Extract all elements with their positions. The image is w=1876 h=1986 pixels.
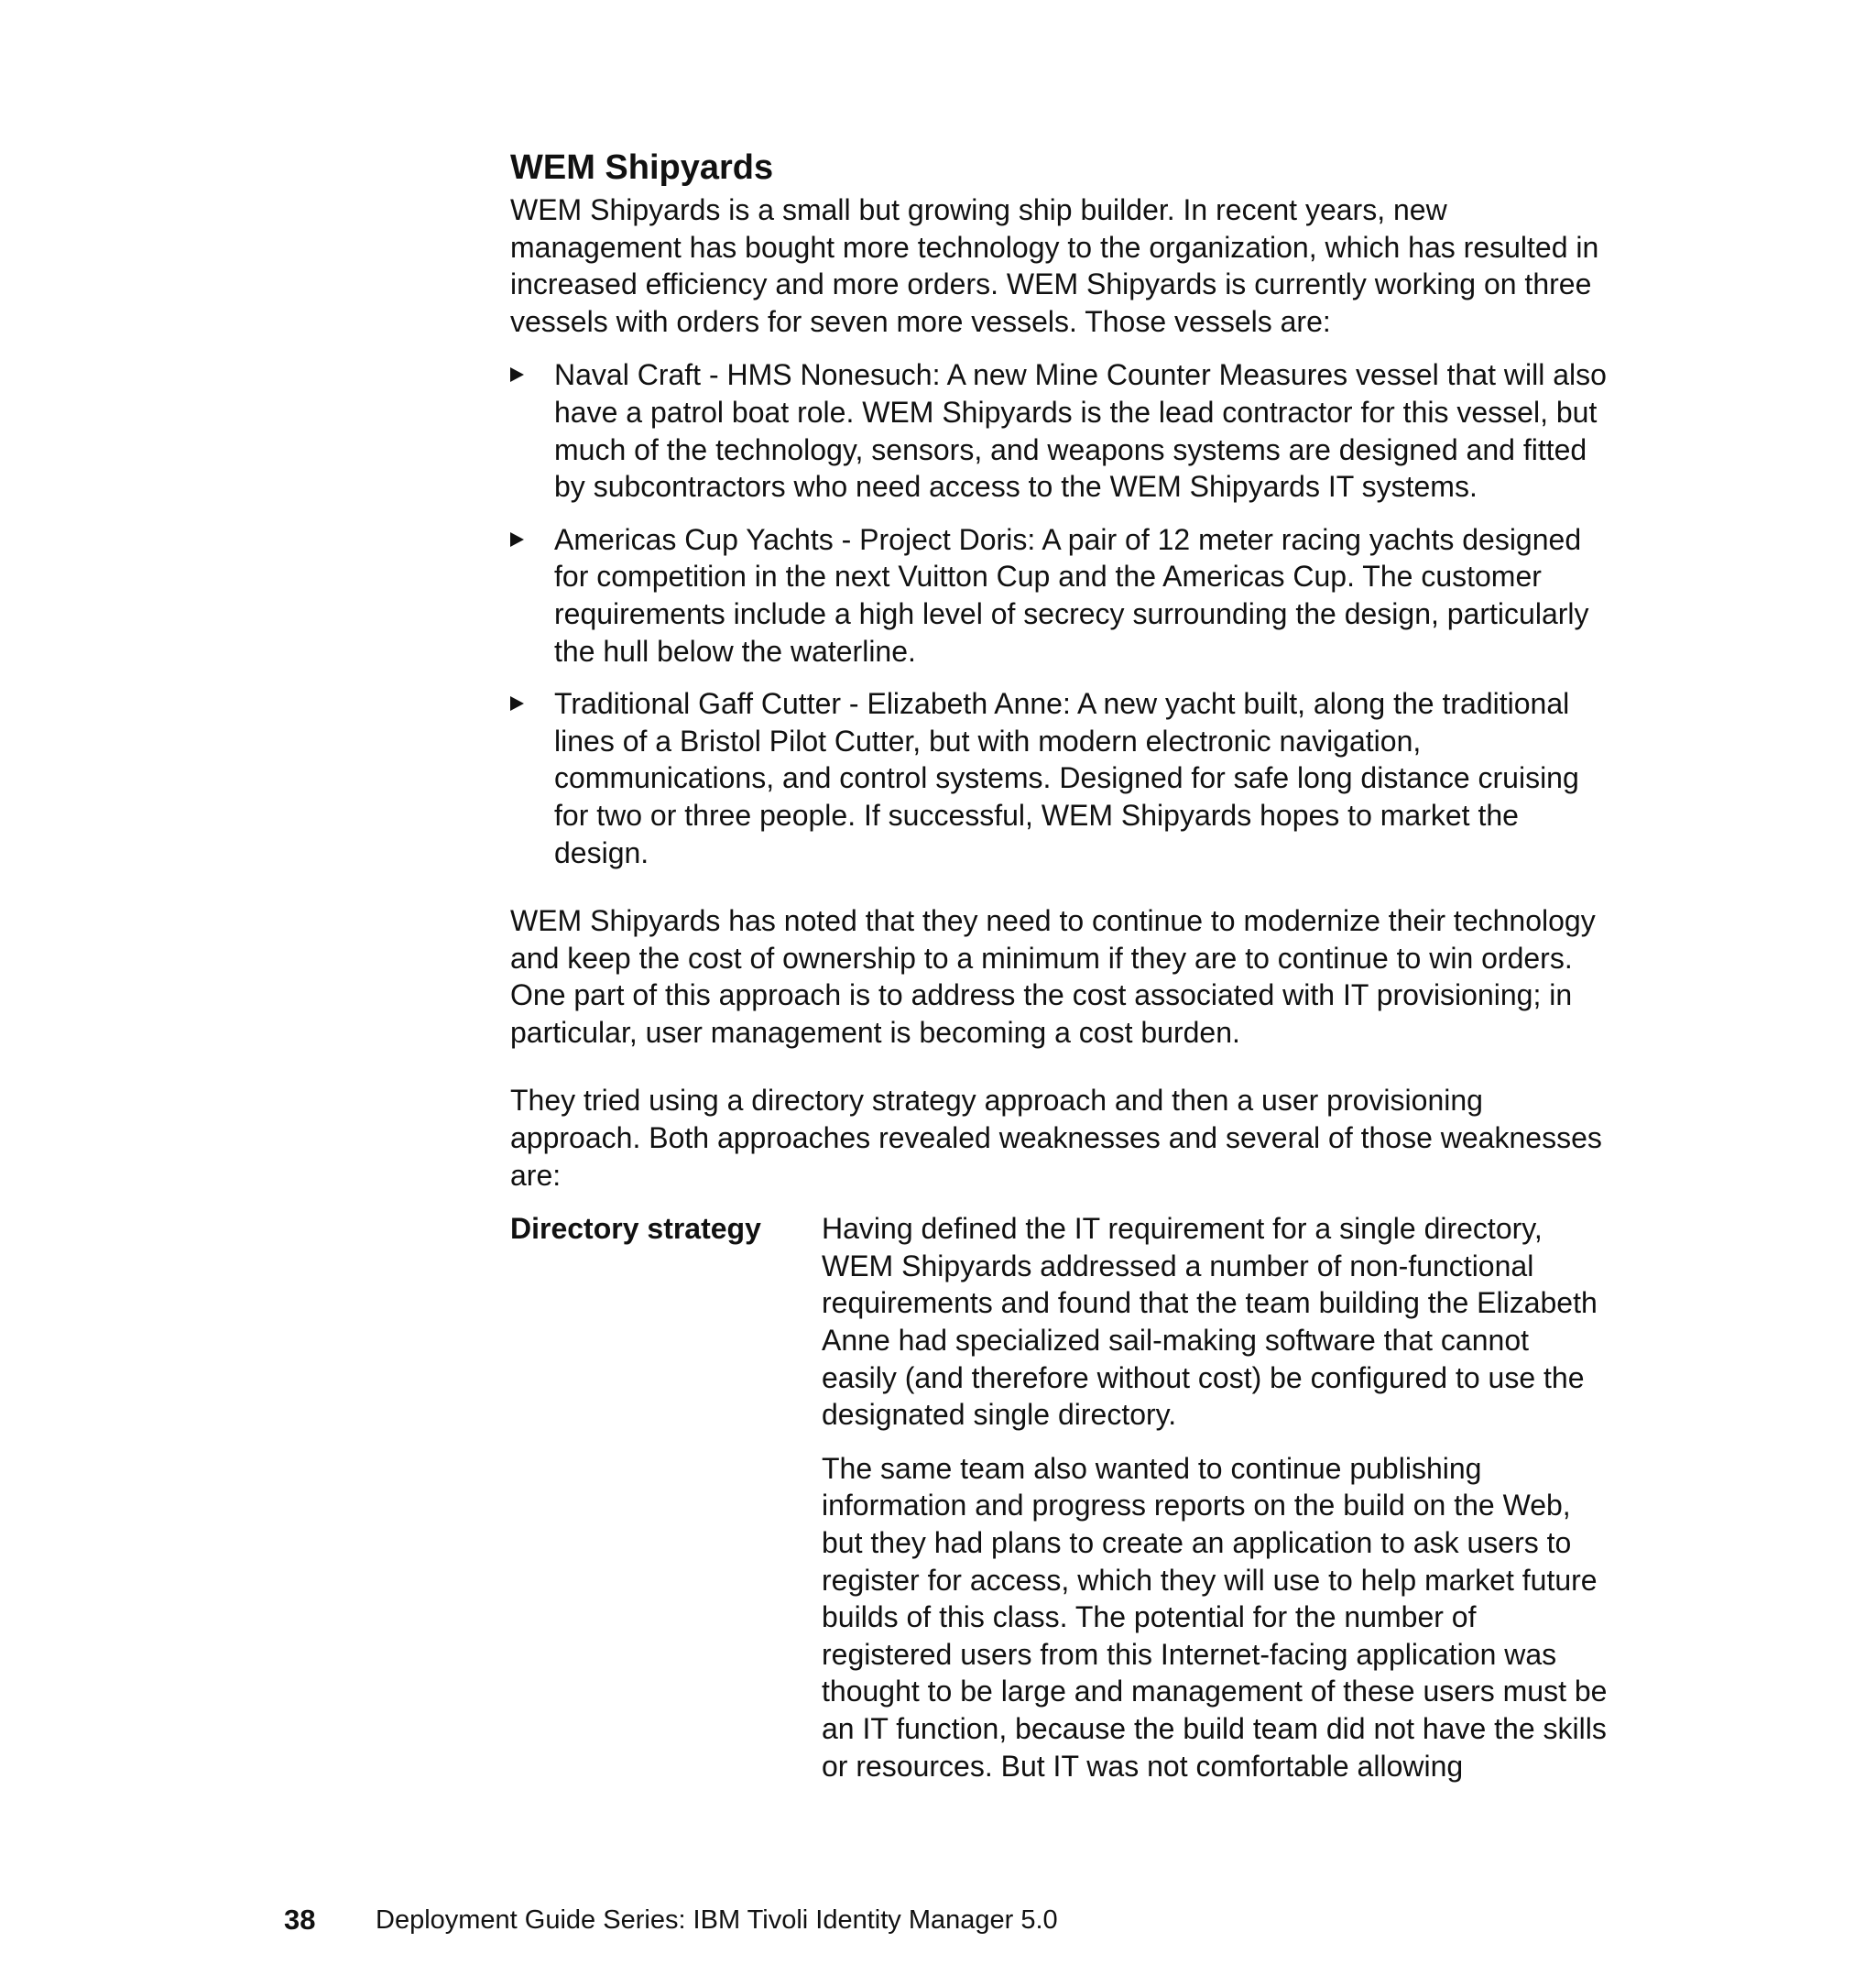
definition-row	[510, 1210, 1609, 1784]
body-paragraph: They tried using a directory strategy approach and then a user provisioning approach. Both approaches revealed weaknesses and several of those weaknesses are:	[510, 1084, 1602, 1192]
page-number: 38	[284, 1904, 316, 1936]
list-item	[510, 521, 1609, 670]
vessel-list	[510, 356, 1609, 871]
list-item	[510, 685, 1609, 871]
definition-paragraph: Having defined the IT requirement for a single directory, WEM Shipyards addressed a number of non-functional requirements and found that the team building the Elizabeth Anne had specialized sail-making software that cannot easily (and therefore without cost) be configured to use the designated single directory.	[822, 1212, 1598, 1432]
list-item	[510, 356, 1609, 505]
list-item-text: Traditional Gaff Cutter - Elizabeth Anne: A new yacht built, along the traditional lines of a Bristol Pilot Cutter, but with modern electronic navigation, communications, and control systems. Designed for safe long distance cruising for two or three people. If successful, WEM Shipyards hopes to market the design.	[554, 687, 1579, 869]
triangle-bullet-icon	[510, 532, 524, 547]
page-content	[510, 145, 1609, 1784]
book-title: Deployment Guide Series: IBM Tivoli Identity Manager 5.0	[376, 1905, 1058, 1935]
list-item-text: Americas Cup Yachts - Project Doris: A pair of 12 meter racing yachts designed for competition in the next Vuitton Cup and the Americas Cup. The customer requirements include a high level of secrecy surrounding the design, particularly the hull below the waterline.	[554, 522, 1589, 668]
body-paragraph: WEM Shipyards has noted that they need to continue to modernize their technology and keep the cost of ownership to a minimum if they are to continue to win orders. One part of this approach is to address the cost associated with IT provisioning; in particular, user management is becoming a cost burden.	[510, 904, 1596, 1049]
definition-paragraph: The same team also wanted to continue publishing information and progress reports on the build on the Web, but they had plans to create an application to ask users to register for access, which they will use to help market future builds of this class. The potential for the number of registered users from this Internet-facing application was thought to be large and management of these users must be an IT function, because the build team did not have the skills or resources. But IT was not comfortable allowing	[822, 1451, 1608, 1783]
triangle-bullet-icon	[510, 696, 524, 711]
page-footer	[284, 1903, 1058, 1937]
definition-term: Directory strategy	[510, 1212, 761, 1246]
intro-paragraph: WEM Shipyards is a small but growing ship builder. In recent years, new management has bought more technology to the organization, which has resulted in increased efficiency and more orders. WEM Shipyards is currently working on three vessels with orders for seven more vessels. Those vessels are:	[510, 193, 1599, 338]
definition-description	[822, 1210, 1609, 1784]
section-title: WEM Shipyards	[510, 148, 774, 187]
triangle-bullet-icon	[510, 367, 524, 382]
list-item-text: Naval Craft - HMS Nonesuch: A new Mine Counter Measures vessel that will also have a patrol boat role. WEM Shipyards is the lead contractor for this vessel, but much of the technology, sensors, and weapons systems are designed and fitted by subcontractors who need access to the WEM Shipyards IT systems.	[554, 358, 1607, 504]
